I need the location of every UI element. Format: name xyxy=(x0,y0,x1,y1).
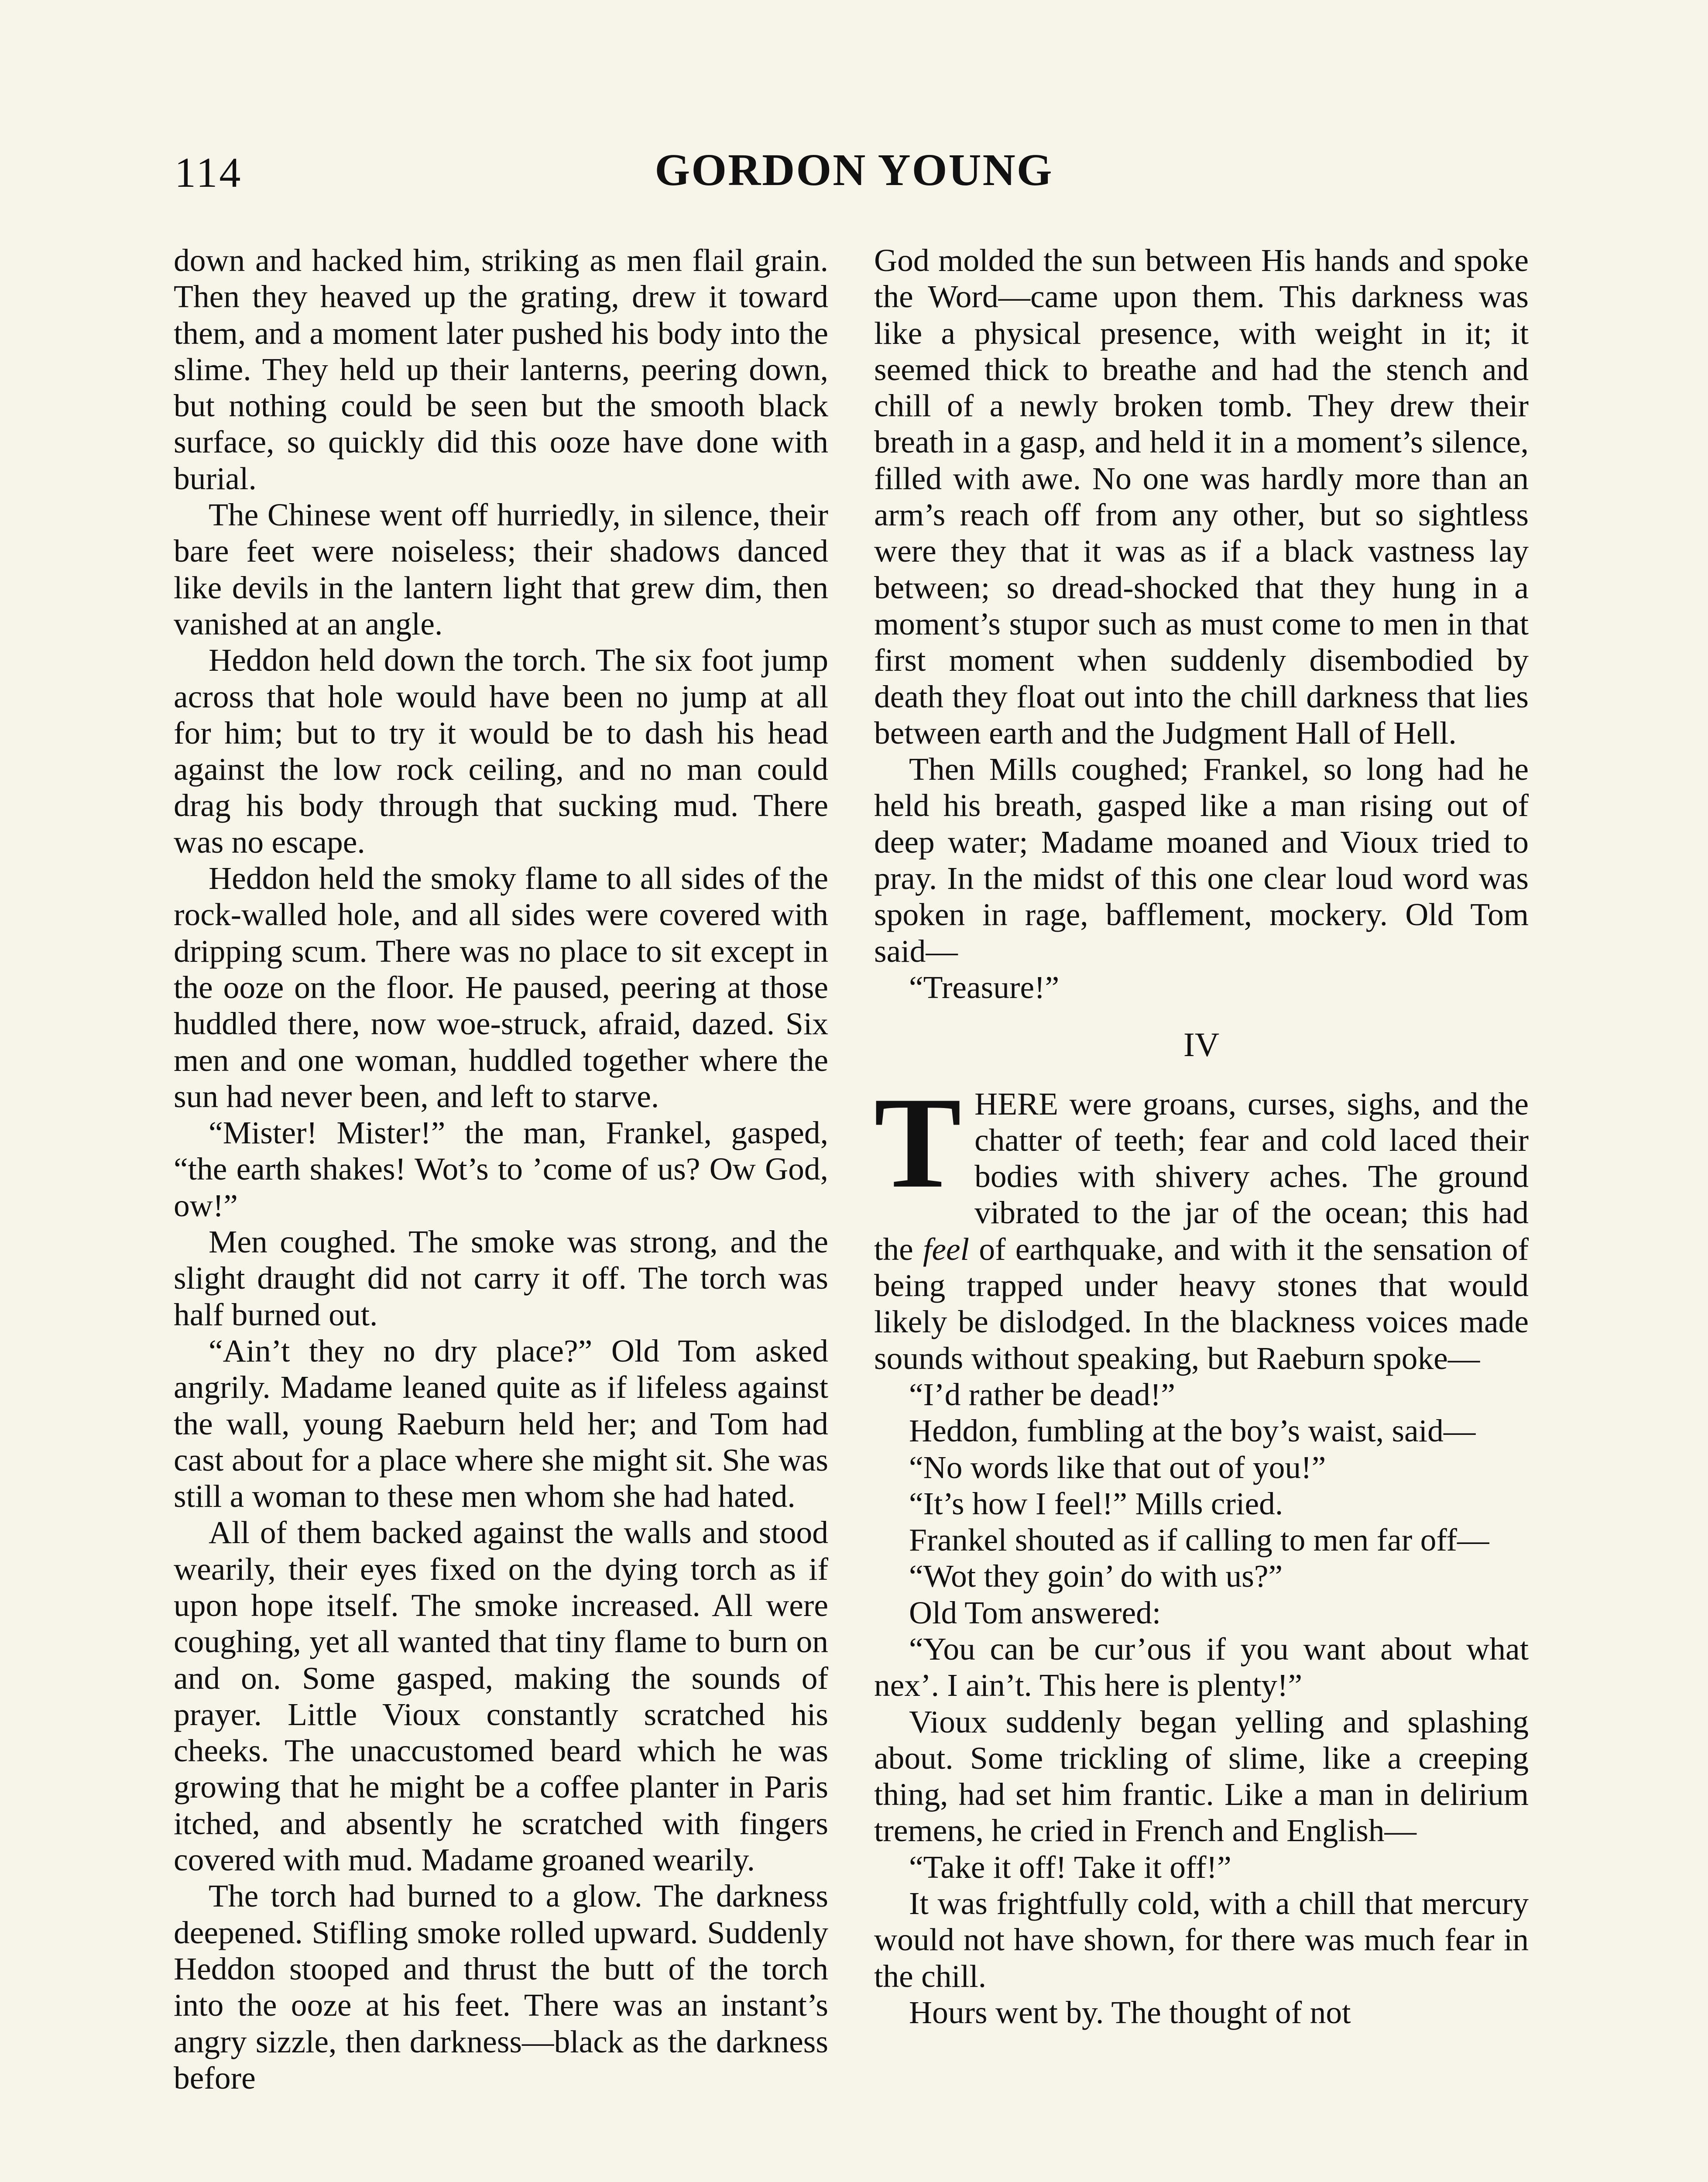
paragraph: down and hacked him, striking as men flail grain. Then they heaved up the grating, drew it toward them, and a moment later pushed his body into the slime. They held up their lanterns, peering down, but nothing could be seen but the smooth black surface, so quickly did this ooze have done with burial. xyxy=(174,243,828,496)
paragraph: “Treasure!” xyxy=(909,969,1060,1005)
paragraph: “It’s how I feel!” Mills cried. xyxy=(909,1486,1283,1521)
paragraph: “No words like that out of you!” xyxy=(909,1449,1326,1485)
page-number: 114 xyxy=(175,149,243,196)
paragraph: Heddon held the smoky flame to all sides of the rock-walled hole, and all sides were covered with dripping scum. There was no place to sit except in the ooze on the floor. He paused, peering at those huddled there, now woe-struck, afraid, dazed. Six men and one woman, huddled together where the sun had never been, and left to starve. xyxy=(174,861,828,1114)
paragraph: “Take it off! Take it off!” xyxy=(909,1849,1231,1885)
paragraph: The torch had burned to a glow. The darkness deepened. Stifling smoke rolled upward. Suddenly Heddon stooped and thrust the butt of the torch into the ooze at his feet. There was an instant’s angry sizzle, then darkness—black as the darkness before xyxy=(174,1878,828,2096)
italic-word: feel xyxy=(923,1231,970,1267)
paragraph: All of them backed against the walls and stood wearily, their eyes fixed on the dying torch as if upon hope itself. The smoke increased. All were coughing, yet all wanted that tiny flame to burn on and on. Some gasped, making the sounds of prayer. Little Vioux constantly scratched his cheeks. The unaccustomed beard which he was growing that he might be a coffee planter in Paris itched, and absently he scratched with fingers covered with mud. Madame groaned wearily. xyxy=(174,1515,828,1878)
paragraph: Old Tom answered: xyxy=(909,1595,1161,1630)
paragraph: “Wot they goin’ do with us?” xyxy=(909,1558,1283,1594)
left-column xyxy=(174,242,828,2096)
paragraph: Heddon, fumbling at the boy’s waist, said— xyxy=(909,1413,1476,1449)
opening-text-end: of earthquake, and with it the sensation of being trapped under heavy stones that would likely be dislodged. In the blackness voices made sounds without speaking, but Raeburn spoke— xyxy=(874,1231,1529,1376)
drop-cap: T xyxy=(874,1070,962,1215)
paragraph: Vioux suddenly began yelling and splashing about. Some trickling of slime, like a creeping thing, had set him frantic. Like a man in delirium tremens, he cried in French and English— xyxy=(874,1704,1529,1849)
paragraph: “I’d rather be dead!” xyxy=(909,1376,1176,1412)
paragraph: The Chinese went off hurriedly, in silence, their bare feet were noiseless; their shadows danced like devils in the lantern light that grew dim, then vanished at an angle. xyxy=(174,497,828,642)
paragraph: “You can be cur’ous if you want about what nex’. I ain’t. This here is plenty!” xyxy=(874,1631,1529,1703)
paragraph: Heddon held down the torch. The six foot jump across that hole would have been no jump at all for him; but to try it would be to dash his head against the low rock ceiling, and no man could drag his body through that sucking mud. There was no escape. xyxy=(174,642,828,860)
running-head: GORDON YOUNG xyxy=(655,145,1053,195)
paragraph: “Ain’t they no dry place?” Old Tom asked angrily. Madame leaned quite as if lifeless against the wall, young Raeburn held her; and Tom had cast about for a place where she might sit. She was still a woman to these men whom she had hated. xyxy=(174,1333,828,1514)
section-opening-paragraph xyxy=(874,1070,1529,1376)
paragraph: Frankel shouted as if calling to men far off— xyxy=(909,1522,1489,1558)
section-heading: IV xyxy=(1183,1026,1220,1064)
paragraph: Men coughed. The smoke was strong, and the slight draught did not carry it off. The torch was half burned out. xyxy=(174,1224,828,1332)
opening-text: HERE were groans, curses, sighs, and the chatter of teeth; fear and cold laced their bodies with shivery aches. The ground vibrated to the jar of the ocean; this had the xyxy=(874,1086,1529,1267)
paragraph: Hours went by. The thought of not xyxy=(909,1994,1351,2030)
paragraph: It was frightfully cold, with a chill that mercury would not have shown, for there was much fear in the chill. xyxy=(874,1886,1529,1994)
paragraph: “Mister! Mister!” the man, Frankel, gasped, “the earth shakes! Wot’s to ’come of us? Ow God, ow!” xyxy=(174,1115,828,1223)
paragraph: Then Mills coughed; Frankel, so long had he held his breath, gasped like a man rising out of deep water; Madame moaned and Vioux tried to pray. In the midst of this one clear loud word was spoken in rage, bafflement, mockery. Old Tom said— xyxy=(874,751,1529,969)
paragraph: God molded the sun between His hands and spoke the Word—came upon them. This darkness was like a physical presence, with weight in it; it seemed thick to breathe and had the stench and chill of a newly broken tomb. They drew their breath in a gasp, and held it in a moment’s silence, filled with awe. No one was hardly more than an arm’s reach off from any other, but so sightless were they that it was as if a black vastness lay between; so dread-shocked that they hung in a moment’s stupor such as must come to men in that first moment when suddenly disembodied by death they float out into the chill darkness that lies between earth and the Judgment Hall of Hell. xyxy=(874,243,1529,751)
right-column xyxy=(874,242,1529,2031)
